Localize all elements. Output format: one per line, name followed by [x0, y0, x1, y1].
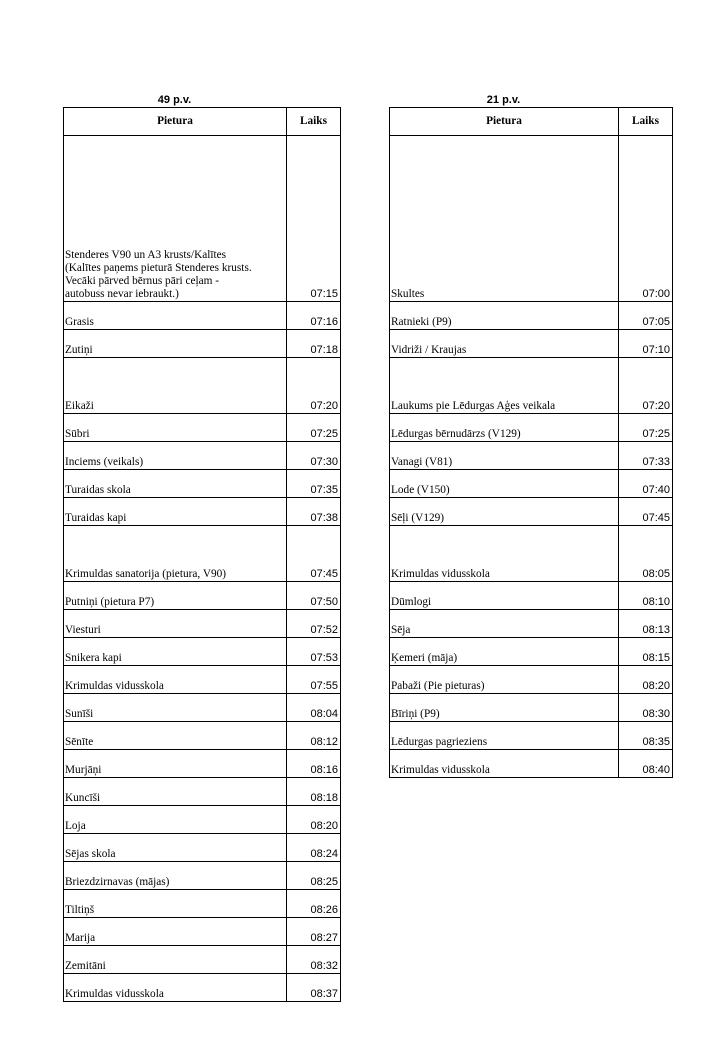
stop-name-cell: Dūmlogi — [390, 582, 619, 610]
table-row — [390, 470, 673, 498]
departure-time-cell: 07:20 — [287, 358, 341, 414]
departure-time-cell: 08:12 — [287, 722, 341, 750]
departure-time-cell: 07:40 — [619, 470, 673, 498]
departure-time-cell: 08:13 — [619, 610, 673, 638]
time-column-header: Laiks — [287, 108, 341, 136]
table-row — [390, 414, 673, 442]
table-row — [64, 498, 341, 526]
departure-time-cell: 07:05 — [619, 302, 673, 330]
table-row — [64, 946, 341, 974]
stop-name-cell: Kuncīši — [64, 778, 287, 806]
departure-time-cell: 07:25 — [287, 414, 341, 442]
stop-name-cell: Vidriži / Kraujas — [390, 330, 619, 358]
departure-time-cell: 07:16 — [287, 302, 341, 330]
table-row — [64, 666, 341, 694]
table-row — [64, 582, 341, 610]
stop-name-cell: Ķemeri (māja) — [390, 638, 619, 666]
table-row — [390, 582, 673, 610]
departure-time-cell: 07:20 — [619, 358, 673, 414]
table-row — [64, 358, 341, 414]
departure-time-cell: 07:00 — [619, 136, 673, 302]
table-row — [64, 890, 341, 918]
departure-time-cell: 07:30 — [287, 442, 341, 470]
stop-name-cell: Sunīši — [64, 694, 287, 722]
stop-name-cell: Zemitāni — [64, 946, 287, 974]
table-row — [390, 330, 673, 358]
table-row — [64, 414, 341, 442]
table-header-row — [64, 108, 341, 136]
departure-time-cell: 08:32 — [287, 946, 341, 974]
stop-name-cell: Putniņi (pietura P7) — [64, 582, 287, 610]
stop-name-cell: Skultes — [390, 136, 619, 302]
table-row — [390, 638, 673, 666]
departure-time-cell: 08:04 — [287, 694, 341, 722]
stop-name-cell: Sējas skola — [64, 834, 287, 862]
route-21-schedule-table — [389, 107, 673, 778]
departure-time-cell: 07:38 — [287, 498, 341, 526]
table-row — [390, 358, 673, 414]
stop-name-cell: Eikaži — [64, 358, 287, 414]
stop-name-cell: Ratnieki (P9) — [390, 302, 619, 330]
table-row — [64, 330, 341, 358]
departure-time-cell: 07:15 — [287, 136, 341, 302]
route-21-rows — [390, 136, 673, 778]
stop-name-cell: Lode (V150) — [390, 470, 619, 498]
stop-name-cell: Krimuldas vidusskola — [64, 666, 287, 694]
departure-time-cell: 07:10 — [619, 330, 673, 358]
stop-name-cell: Vanagi (V81) — [390, 442, 619, 470]
table-header-row — [390, 108, 673, 136]
table-row — [64, 778, 341, 806]
stop-name-cell: Grasis — [64, 302, 287, 330]
stop-name-cell: Turaidas skola — [64, 470, 287, 498]
departure-time-cell: 07:33 — [619, 442, 673, 470]
table-row — [390, 302, 673, 330]
departure-time-cell: 07:52 — [287, 610, 341, 638]
stop-name-cell: Loja — [64, 806, 287, 834]
route-49-rows — [64, 136, 341, 1002]
table-row — [64, 638, 341, 666]
table-row — [390, 526, 673, 582]
departure-time-cell: 07:55 — [287, 666, 341, 694]
departure-time-cell: 08:10 — [619, 582, 673, 610]
departure-time-cell: 08:30 — [619, 694, 673, 722]
stop-name-cell: Inciems (veikals) — [64, 442, 287, 470]
stop-name-cell: Murjāņi — [64, 750, 287, 778]
departure-time-cell: 07:45 — [619, 498, 673, 526]
table-row — [390, 722, 673, 750]
table-row — [390, 666, 673, 694]
stop-name-cell: Sēja — [390, 610, 619, 638]
table-row — [390, 610, 673, 638]
table-row — [64, 862, 341, 890]
route-title: 49 p.v. — [157, 94, 192, 106]
table-row — [64, 470, 341, 498]
stop-name-cell: Pabaži (Pie pieturas) — [390, 666, 619, 694]
departure-time-cell: 08:16 — [287, 750, 341, 778]
departure-time-cell: 08:20 — [619, 666, 673, 694]
departure-time-cell: 08:35 — [619, 722, 673, 750]
stop-name-cell: Briezdzirnavas (mājas) — [64, 862, 287, 890]
stop-name-cell: Krimuldas vidusskola — [390, 526, 619, 582]
stop-name-cell: Laukums pie Lēdurgas Aģes veikala — [390, 358, 619, 414]
stop-name-cell: Sūbri — [64, 414, 287, 442]
stop-name-cell: Lēdurgas bērnudārzs (V129) — [390, 414, 619, 442]
table-row — [64, 722, 341, 750]
departure-time-cell: 07:45 — [287, 526, 341, 582]
stop-name-cell: Tiltiņš — [64, 890, 287, 918]
stop-name-cell: Stenderes V90 un A3 krusts/Kalītes (Kalītes paņems pieturā Stenderes krusts. Vecāki pārved bērnus pāri ceļam - autobuss nevar iebraukt.) — [64, 136, 287, 302]
table-row — [64, 610, 341, 638]
stop-name-cell: Marija — [64, 918, 287, 946]
route-49-schedule-table — [63, 107, 341, 1002]
table-row — [64, 526, 341, 582]
departure-time-cell: 08:26 — [287, 890, 341, 918]
departure-time-cell: 08:25 — [287, 862, 341, 890]
stop-name-cell: Bīriņi (P9) — [390, 694, 619, 722]
departure-time-cell: 07:25 — [619, 414, 673, 442]
departure-time-cell: 08:27 — [287, 918, 341, 946]
departure-time-cell: 08:18 — [287, 778, 341, 806]
departure-time-cell: 07:53 — [287, 638, 341, 666]
departure-time-cell: 08:24 — [287, 834, 341, 862]
stop-name-cell: Sēnīte — [64, 722, 287, 750]
departure-time-cell: 08:40 — [619, 750, 673, 778]
table-row — [390, 750, 673, 778]
stop-name-cell: Krimuldas vidusskola — [390, 750, 619, 778]
departure-time-cell: 08:37 — [287, 974, 341, 1002]
stop-name-cell: Zutiņi — [64, 330, 287, 358]
stop-name-cell: Krimuldas vidusskola — [64, 974, 287, 1002]
table-row — [64, 302, 341, 330]
table-row — [390, 442, 673, 470]
table-row — [64, 974, 341, 1002]
table-row — [64, 834, 341, 862]
stop-column-header: Pietura — [64, 108, 287, 136]
stop-name-cell: Lēdurgas pagrieziens — [390, 722, 619, 750]
table-row — [64, 136, 341, 302]
departure-time-cell: 08:20 — [287, 806, 341, 834]
table-row — [64, 750, 341, 778]
table-row — [64, 806, 341, 834]
departure-time-cell: 08:15 — [619, 638, 673, 666]
stop-name-cell: Viesturi — [64, 610, 287, 638]
stop-name-cell: Turaidas kapi — [64, 498, 287, 526]
stop-column-header: Pietura — [390, 108, 619, 136]
stop-name-cell: Krimuldas sanatorija (pietura, V90) — [64, 526, 287, 582]
table-row — [64, 918, 341, 946]
departure-time-cell: 07:50 — [287, 582, 341, 610]
table-row — [390, 694, 673, 722]
time-column-header: Laiks — [619, 108, 673, 136]
departure-time-cell: 07:18 — [287, 330, 341, 358]
table-row — [390, 136, 673, 302]
departure-time-cell: 07:35 — [287, 470, 341, 498]
stop-name-cell: Snikera kapi — [64, 638, 287, 666]
stop-name-cell: Sēļi (V129) — [390, 498, 619, 526]
table-row — [390, 498, 673, 526]
table-row — [64, 694, 341, 722]
route-title: 21 p.v. — [486, 94, 521, 106]
departure-time-cell: 08:05 — [619, 526, 673, 582]
table-row — [64, 442, 341, 470]
